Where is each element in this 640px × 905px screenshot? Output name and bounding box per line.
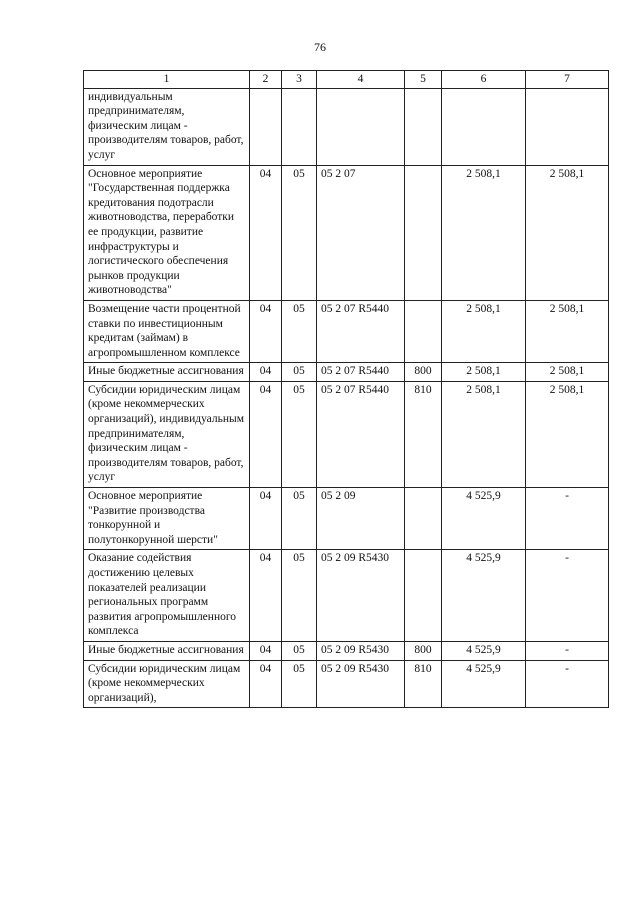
column-header-7: 7 <box>526 71 609 89</box>
row-amount-2-cell: 2 508,1 <box>526 165 609 300</box>
row-section-cell: 04 <box>250 550 282 642</box>
table-row <box>84 641 609 660</box>
row-amount-2-cell: - <box>526 660 609 708</box>
row-section-cell: 04 <box>250 363 282 382</box>
row-amount-1-cell: 4 525,9 <box>442 550 526 642</box>
row-amount-1-cell: 2 508,1 <box>442 381 526 487</box>
row-amount-1-cell <box>442 88 526 165</box>
row-target-article-cell: 05 2 07 <box>317 165 405 300</box>
row-expense-type-cell <box>405 300 442 362</box>
row-subsection-cell: 05 <box>282 300 317 362</box>
table-row <box>84 363 609 382</box>
row-amount-1-cell: 4 525,9 <box>442 660 526 708</box>
row-expense-type-cell: 800 <box>405 363 442 382</box>
row-name-cell: Возмещение части процентной ставки по инвестиционным кредитам (займам) в агропромышленном комплексе <box>84 300 250 362</box>
column-header-5: 5 <box>405 71 442 89</box>
table-row <box>84 381 609 487</box>
row-expense-type-cell <box>405 88 442 165</box>
row-target-article-cell: 05 2 07 R5440 <box>317 381 405 487</box>
table-body <box>84 88 609 708</box>
row-expense-type-cell <box>405 550 442 642</box>
table-row <box>84 88 609 165</box>
row-amount-1-cell: 4 525,9 <box>442 488 526 550</box>
row-name-cell: Основное мероприятие "Государственная поддержка кредитования подотрасли животноводства, переработки ее продукции, развитие инфраструктуры и логистического обеспечения рынков продукции животноводства" <box>84 165 250 300</box>
row-amount-2-cell: 2 508,1 <box>526 381 609 487</box>
row-subsection-cell: 05 <box>282 550 317 642</box>
row-amount-1-cell: 2 508,1 <box>442 363 526 382</box>
row-target-article-cell: 05 2 09 R5430 <box>317 660 405 708</box>
row-amount-1-cell: 2 508,1 <box>442 300 526 362</box>
table-row <box>84 165 609 300</box>
row-subsection-cell: 05 <box>282 660 317 708</box>
row-section-cell: 04 <box>250 300 282 362</box>
row-amount-2-cell: 2 508,1 <box>526 363 609 382</box>
row-name-cell: Основное мероприятие "Развитие производства тонкорунной и полутонкорунной шерсти" <box>84 488 250 550</box>
row-amount-2-cell <box>526 88 609 165</box>
row-name-cell: Субсидии юридическим лицам (кроме некоммерческих организаций), индивидуальным предпринимателям, физическим лицам - производителям товаров, работ, услуг <box>84 381 250 487</box>
row-target-article-cell <box>317 88 405 165</box>
column-header-6: 6 <box>442 71 526 89</box>
row-subsection-cell: 05 <box>282 641 317 660</box>
table-row <box>84 550 609 642</box>
row-amount-2-cell: - <box>526 550 609 642</box>
row-expense-type-cell <box>405 488 442 550</box>
row-target-article-cell: 05 2 09 <box>317 488 405 550</box>
row-section-cell: 04 <box>250 488 282 550</box>
row-subsection-cell: 05 <box>282 488 317 550</box>
row-expense-type-cell: 800 <box>405 641 442 660</box>
row-amount-2-cell: 2 508,1 <box>526 300 609 362</box>
row-section-cell <box>250 88 282 165</box>
row-section-cell: 04 <box>250 641 282 660</box>
budget-table <box>83 70 609 708</box>
table-row <box>84 488 609 550</box>
row-expense-type-cell <box>405 165 442 300</box>
row-section-cell: 04 <box>250 660 282 708</box>
row-section-cell: 04 <box>250 165 282 300</box>
row-target-article-cell: 05 2 07 R5440 <box>317 300 405 362</box>
row-amount-2-cell: - <box>526 641 609 660</box>
column-header-4: 4 <box>317 71 405 89</box>
row-name-cell: Иные бюджетные ассигнования <box>84 641 250 660</box>
row-expense-type-cell: 810 <box>405 660 442 708</box>
row-name-cell: индивидуальным предпринимателям, физическим лицам - производителям товаров, работ, услуг <box>84 88 250 165</box>
table-row <box>84 300 609 362</box>
row-subsection-cell: 05 <box>282 165 317 300</box>
row-subsection-cell <box>282 88 317 165</box>
row-name-cell: Оказание содействия достижению целевых показателей реализации региональных программ развития агропромышленного комплекса <box>84 550 250 642</box>
row-subsection-cell: 05 <box>282 363 317 382</box>
row-name-cell: Иные бюджетные ассигнования <box>84 363 250 382</box>
row-target-article-cell: 05 2 09 R5430 <box>317 641 405 660</box>
row-amount-1-cell: 4 525,9 <box>442 641 526 660</box>
column-header-3: 3 <box>282 71 317 89</box>
row-target-article-cell: 05 2 07 R5440 <box>317 363 405 382</box>
row-amount-1-cell: 2 508,1 <box>442 165 526 300</box>
header-row <box>84 71 609 89</box>
column-header-1: 1 <box>84 71 250 89</box>
row-subsection-cell: 05 <box>282 381 317 487</box>
page-number: 76 <box>314 40 326 54</box>
row-amount-2-cell: - <box>526 488 609 550</box>
row-section-cell: 04 <box>250 381 282 487</box>
column-header-2: 2 <box>250 71 282 89</box>
row-target-article-cell: 05 2 09 R5430 <box>317 550 405 642</box>
row-name-cell: Субсидии юридическим лицам (кроме некоммерческих организаций), <box>84 660 250 708</box>
table-row <box>84 660 609 708</box>
row-expense-type-cell: 810 <box>405 381 442 487</box>
